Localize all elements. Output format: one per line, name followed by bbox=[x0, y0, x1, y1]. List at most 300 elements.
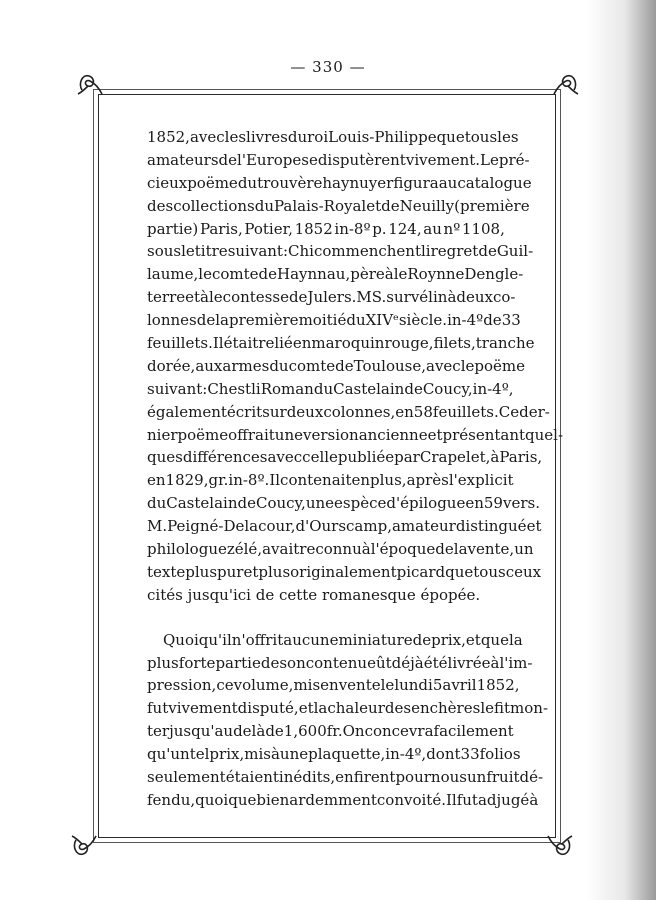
word: avec bbox=[267, 448, 303, 467]
text-line bbox=[147, 538, 534, 561]
word: avait bbox=[262, 540, 300, 559]
word: Neuilly bbox=[399, 196, 455, 215]
word: seulement bbox=[147, 768, 226, 787]
word: lonnes bbox=[147, 311, 197, 330]
word: et bbox=[185, 288, 201, 307]
word: père bbox=[350, 265, 385, 284]
word: à bbox=[361, 540, 371, 559]
word: de bbox=[435, 540, 454, 559]
word: Dengle- bbox=[464, 265, 524, 284]
word: un bbox=[466, 768, 487, 787]
word: des bbox=[147, 196, 174, 215]
word: 1852 bbox=[294, 219, 333, 238]
word: en bbox=[320, 676, 339, 695]
word: partie) bbox=[147, 219, 199, 238]
word: Paris, bbox=[199, 219, 243, 238]
word: une bbox=[279, 745, 309, 764]
text-line bbox=[147, 195, 530, 218]
word: un bbox=[514, 540, 534, 559]
word: comte bbox=[211, 265, 259, 284]
word: dont bbox=[426, 745, 461, 764]
word: en bbox=[147, 471, 166, 490]
text-line bbox=[147, 401, 550, 424]
word: nous bbox=[430, 768, 467, 787]
word: siècle. bbox=[398, 311, 448, 330]
word: convoité. bbox=[376, 790, 446, 809]
text-line: cités jusqu'ici de cette romanesque épopée. bbox=[147, 585, 481, 604]
word: miniature bbox=[338, 630, 413, 649]
word: première bbox=[228, 311, 299, 330]
word: et bbox=[298, 699, 314, 718]
word: prix, bbox=[209, 745, 245, 764]
word: armes bbox=[222, 356, 270, 375]
word: l'Europe bbox=[237, 150, 302, 169]
word: offrait bbox=[228, 425, 275, 444]
word: et bbox=[526, 517, 542, 536]
word: vers. bbox=[502, 494, 540, 513]
word: maroquin bbox=[311, 334, 385, 353]
word: 33 bbox=[460, 745, 480, 764]
text-line bbox=[147, 332, 535, 355]
word: catalogue bbox=[457, 173, 532, 192]
word: de bbox=[478, 242, 497, 261]
word: différences bbox=[182, 448, 268, 467]
word: du bbox=[313, 379, 334, 398]
text-line bbox=[147, 766, 544, 789]
word: Chest bbox=[207, 379, 252, 398]
word: que bbox=[436, 128, 465, 146]
word: commenchent bbox=[313, 242, 421, 261]
word: au bbox=[438, 173, 458, 192]
word: li bbox=[421, 242, 431, 261]
word: publiée bbox=[337, 448, 395, 467]
word: amateur bbox=[391, 517, 456, 536]
word: à bbox=[384, 265, 394, 284]
word: ardemment bbox=[289, 790, 377, 809]
word: trouvère bbox=[257, 173, 323, 192]
word: de bbox=[412, 630, 432, 649]
word: fut bbox=[456, 790, 478, 809]
word: en bbox=[335, 768, 354, 787]
word: la bbox=[313, 699, 328, 718]
word: amateurs bbox=[147, 150, 219, 169]
word: comte bbox=[288, 356, 336, 375]
word: et bbox=[427, 425, 443, 444]
text-line bbox=[147, 469, 514, 492]
text-line bbox=[147, 309, 521, 332]
word: filets, bbox=[433, 334, 476, 353]
word: l'im- bbox=[499, 653, 533, 672]
word: zélé, bbox=[226, 540, 263, 559]
word: de bbox=[258, 265, 278, 284]
word: Crapelet, bbox=[419, 448, 491, 467]
word: Il bbox=[212, 334, 224, 353]
word: in-8º bbox=[334, 219, 371, 238]
paragraph-2 bbox=[147, 629, 549, 812]
word: en bbox=[292, 334, 312, 353]
word: firent bbox=[353, 768, 396, 787]
word: relié bbox=[258, 334, 293, 353]
word: co- bbox=[493, 288, 516, 307]
word: tous bbox=[473, 562, 506, 581]
body-text bbox=[147, 126, 564, 812]
word: du bbox=[147, 494, 167, 513]
word: folios bbox=[479, 745, 521, 764]
word: en bbox=[351, 471, 371, 490]
word: fut bbox=[147, 699, 169, 718]
word: à bbox=[270, 745, 280, 764]
word: Coucy, bbox=[422, 379, 473, 398]
word: plus bbox=[258, 562, 291, 581]
corner-ornament-icon bbox=[552, 70, 580, 96]
word: 1852, bbox=[147, 128, 190, 146]
word: été bbox=[423, 653, 448, 672]
word: du bbox=[287, 128, 308, 146]
word: tranche bbox=[475, 334, 535, 353]
word: par bbox=[394, 448, 420, 467]
word: et bbox=[366, 196, 382, 215]
word: haynuyer bbox=[322, 173, 394, 192]
word: On bbox=[342, 722, 365, 741]
word: de bbox=[218, 150, 238, 169]
word: moitié bbox=[298, 311, 347, 330]
word: 1,600 bbox=[283, 722, 327, 741]
word: 59 bbox=[483, 494, 503, 513]
text-line bbox=[147, 355, 526, 378]
text-line bbox=[147, 720, 514, 743]
word: à bbox=[490, 653, 500, 672]
word: et bbox=[465, 630, 481, 649]
word: en bbox=[465, 494, 484, 513]
text-line bbox=[147, 172, 532, 195]
text-line bbox=[147, 652, 533, 675]
word: Louis-Philippe bbox=[328, 128, 437, 146]
word: collections bbox=[173, 196, 255, 215]
corner-ornament-icon bbox=[70, 834, 98, 860]
word: l'explicit bbox=[448, 471, 514, 490]
text-line bbox=[147, 149, 530, 172]
word: aucune bbox=[283, 630, 339, 649]
word: en bbox=[395, 402, 414, 421]
word: plus, bbox=[370, 471, 407, 490]
word: quel- bbox=[525, 425, 564, 444]
corner-ornament-icon bbox=[546, 834, 574, 860]
word: M. bbox=[147, 517, 168, 536]
word: in-4º, bbox=[385, 745, 427, 764]
word: fendu, bbox=[147, 790, 196, 809]
word: : bbox=[282, 242, 289, 261]
word: Ce bbox=[498, 402, 520, 421]
word: facilement bbox=[433, 722, 514, 741]
word: étaient bbox=[225, 768, 279, 787]
word: une bbox=[305, 494, 335, 513]
word: de bbox=[260, 653, 280, 672]
word: vivement. bbox=[405, 150, 481, 169]
word: vivement bbox=[168, 699, 238, 718]
word: et bbox=[243, 562, 259, 581]
word: vente bbox=[338, 676, 381, 695]
text-line bbox=[147, 492, 540, 515]
text-line bbox=[147, 561, 542, 584]
word: contenu bbox=[305, 653, 368, 672]
word: (première bbox=[454, 196, 530, 215]
word: roi bbox=[307, 128, 329, 146]
word: version bbox=[302, 425, 359, 444]
word: disputé, bbox=[237, 699, 299, 718]
word: vélin bbox=[410, 288, 448, 307]
word: adjugé bbox=[477, 790, 530, 809]
word: poëme bbox=[177, 425, 229, 444]
word: feuillets. bbox=[432, 402, 499, 421]
word: inédits, bbox=[278, 768, 336, 787]
word: MS. bbox=[356, 288, 387, 307]
word: une bbox=[274, 425, 303, 444]
word: Castelain bbox=[166, 494, 238, 513]
word: pression, bbox=[147, 676, 217, 695]
word: la bbox=[215, 311, 229, 330]
word: que bbox=[445, 562, 474, 581]
word: dé- bbox=[519, 768, 544, 787]
word: 124, bbox=[388, 219, 422, 238]
text-line bbox=[147, 218, 505, 241]
word: lundi bbox=[394, 676, 433, 695]
word: avec bbox=[189, 128, 225, 146]
word: concevra bbox=[364, 722, 434, 741]
word: : bbox=[202, 379, 208, 398]
word: poëme bbox=[187, 173, 238, 192]
word: aux bbox=[195, 356, 223, 375]
word: le bbox=[393, 265, 408, 284]
word: reconnu bbox=[299, 540, 362, 559]
text-line bbox=[147, 629, 523, 652]
word: de bbox=[335, 356, 354, 375]
text-line bbox=[147, 446, 543, 469]
word: mis bbox=[244, 745, 271, 764]
word: in-4º bbox=[447, 311, 484, 330]
word: quoique bbox=[195, 790, 257, 809]
word: 1108, bbox=[461, 219, 505, 238]
word: poëme bbox=[474, 356, 526, 375]
word: de bbox=[265, 722, 284, 741]
paragraph-1 bbox=[147, 126, 564, 607]
word: la bbox=[453, 540, 468, 559]
word: le bbox=[208, 288, 223, 307]
word: le bbox=[181, 242, 195, 261]
word: sur bbox=[386, 288, 411, 307]
word: avril bbox=[442, 676, 477, 695]
word: du bbox=[269, 356, 289, 375]
word: regret bbox=[430, 242, 479, 261]
word: enchères bbox=[411, 699, 481, 718]
word: à bbox=[200, 288, 209, 307]
word: les bbox=[497, 128, 519, 146]
word: partie bbox=[215, 653, 261, 672]
page-edge-shadow bbox=[586, 0, 656, 900]
word: Roman bbox=[260, 379, 314, 398]
word: Il bbox=[269, 471, 281, 490]
text-line bbox=[147, 286, 516, 309]
word: Peigné-Delacour, bbox=[167, 517, 296, 536]
word: présentant bbox=[442, 425, 526, 444]
word: Palais-Royal bbox=[273, 196, 367, 215]
word: volume, bbox=[233, 676, 294, 695]
word: 5 bbox=[432, 676, 443, 695]
word: chaleur bbox=[327, 699, 385, 718]
word: que bbox=[480, 630, 509, 649]
word: jusqu'au bbox=[169, 722, 234, 741]
word: Haynnau, bbox=[277, 265, 351, 284]
word: gr. bbox=[208, 471, 229, 490]
word: Guil- bbox=[496, 242, 534, 261]
word: d'Ourscamp, bbox=[295, 517, 392, 536]
word: prix, bbox=[431, 630, 466, 649]
text-line bbox=[147, 424, 564, 447]
word: Potier, bbox=[244, 219, 293, 238]
word: nier bbox=[147, 425, 178, 444]
word: ques bbox=[147, 448, 183, 467]
word: la bbox=[508, 630, 523, 649]
word: Coucy, bbox=[255, 494, 306, 513]
word: après bbox=[406, 471, 449, 490]
text-line bbox=[147, 240, 534, 263]
word: rouge, bbox=[384, 334, 434, 353]
word: Toulouse, bbox=[353, 356, 427, 375]
text-line bbox=[147, 789, 539, 812]
word: 33 bbox=[501, 311, 521, 330]
word: der- bbox=[519, 402, 550, 421]
word: le bbox=[198, 265, 212, 284]
word: le bbox=[460, 356, 475, 375]
word: Il bbox=[445, 790, 457, 809]
word: n'offrit bbox=[231, 630, 284, 649]
word: fruit bbox=[486, 768, 520, 787]
word: fr. bbox=[326, 722, 343, 741]
word: fit bbox=[494, 699, 511, 718]
text-line bbox=[147, 743, 521, 766]
word: texte bbox=[147, 562, 186, 581]
word: picard bbox=[396, 562, 446, 581]
word: dorée, bbox=[147, 356, 196, 375]
word: suivant bbox=[147, 379, 203, 398]
word: espèce bbox=[334, 494, 387, 513]
word: figura bbox=[393, 173, 439, 192]
text-line bbox=[147, 674, 520, 697]
word: contenait bbox=[280, 471, 352, 490]
word: son bbox=[279, 653, 306, 672]
word: contesse bbox=[222, 288, 289, 307]
word: philologue bbox=[147, 540, 227, 559]
word: sous bbox=[147, 242, 182, 261]
text-line bbox=[147, 697, 549, 720]
word: à bbox=[447, 288, 457, 307]
word: se bbox=[301, 150, 318, 169]
word: mis bbox=[293, 676, 321, 695]
word: ancienne bbox=[358, 425, 428, 444]
word: cieux bbox=[147, 173, 188, 192]
word: feuillets. bbox=[147, 334, 213, 353]
word: in-4º, bbox=[472, 379, 514, 398]
word: titre bbox=[194, 242, 228, 261]
word: de bbox=[288, 288, 308, 307]
word: au bbox=[423, 219, 442, 238]
word: Julers. bbox=[307, 288, 357, 307]
text-line bbox=[147, 378, 514, 401]
word: livrée bbox=[447, 653, 491, 672]
text-line bbox=[147, 263, 524, 286]
word: l'époque bbox=[370, 540, 436, 559]
word: Chi bbox=[288, 242, 314, 261]
corner-ornament-icon bbox=[76, 70, 104, 96]
word: du bbox=[237, 173, 258, 192]
word: d'épilogue bbox=[386, 494, 466, 513]
word: disputèrent bbox=[317, 150, 406, 169]
text-line bbox=[147, 515, 542, 538]
word: les bbox=[224, 128, 247, 146]
page-number: — 330 — bbox=[290, 58, 366, 76]
word: du bbox=[346, 311, 366, 330]
word: déjà bbox=[391, 653, 424, 672]
word: in-8º. bbox=[228, 471, 270, 490]
word: deux bbox=[456, 288, 493, 307]
word: plus bbox=[147, 653, 179, 672]
word: delà bbox=[233, 722, 266, 741]
word: forte bbox=[178, 653, 216, 672]
word: suivant bbox=[227, 242, 283, 261]
word: le bbox=[380, 676, 395, 695]
word: bien bbox=[256, 790, 290, 809]
word: 1852, bbox=[476, 676, 520, 695]
word: également bbox=[147, 402, 227, 421]
word: ceux bbox=[505, 562, 542, 581]
word: le bbox=[480, 699, 494, 718]
word: originalement bbox=[290, 562, 397, 581]
paragraph-gap bbox=[147, 607, 505, 629]
word: eût bbox=[367, 653, 392, 672]
word: à bbox=[529, 790, 539, 809]
word: terre bbox=[147, 288, 186, 307]
word: ce bbox=[216, 676, 234, 695]
word: tel bbox=[189, 745, 210, 764]
word: pur bbox=[217, 562, 244, 581]
word: tous bbox=[464, 128, 498, 146]
word: colonnes, bbox=[323, 402, 396, 421]
word: Roynne bbox=[407, 265, 465, 284]
word: livres bbox=[246, 128, 288, 146]
word: 1829, bbox=[165, 471, 209, 490]
word: XIVᵉ bbox=[365, 311, 399, 330]
word: mon- bbox=[510, 699, 549, 718]
word: laume, bbox=[147, 265, 199, 284]
word: plus bbox=[185, 562, 218, 581]
word: vente, bbox=[467, 540, 515, 559]
word: Castelain bbox=[333, 379, 405, 398]
word: ter bbox=[147, 722, 170, 741]
word: plaquette, bbox=[308, 745, 386, 764]
word: de bbox=[483, 311, 502, 330]
word: Quoiqu'il bbox=[163, 630, 232, 649]
word: était bbox=[223, 334, 259, 353]
word: li bbox=[251, 379, 261, 398]
word: celle bbox=[302, 448, 338, 467]
word: p. bbox=[372, 219, 387, 238]
word: 58 bbox=[413, 402, 433, 421]
word: nº bbox=[443, 219, 461, 238]
word: pour bbox=[395, 768, 431, 787]
word: Le bbox=[480, 150, 499, 169]
word: de bbox=[237, 494, 256, 513]
word: Paris, bbox=[499, 448, 543, 467]
word: de bbox=[196, 311, 216, 330]
